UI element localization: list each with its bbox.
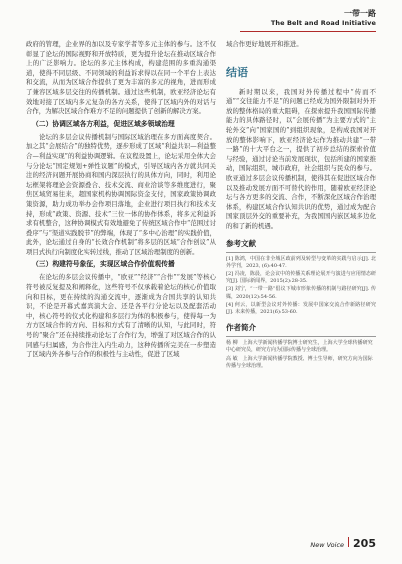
- author-bio: 杨 柳 上海大学新闻传播学院博士研究生，上海大学全球传播研究中心研究员，研究方向为国际传播与全球治理。: [226, 340, 373, 354]
- page-number: 205: [353, 537, 376, 550]
- page-footer: [310, 537, 376, 550]
- body-paragraph: 在论坛的多层会议传播中，“欧亚”“经济”“合作”“发展”等核心符号被反复提及和阐释化，这些符号不仅承载着论坛的核心价值取向和目标，更在持续的沟通交流中，逐渐成为合国共享的认知共识，不论是开幕式嘉宾演大会、还是各平行分论坛以及配套活动中，核心符号的仪式化构建和多层行为体的积极参与，使得每一为方方区域合作的方向、目标和方式有了清晰的认知，与此同时，符号的“聚合”还在持续推动论坛了合作行为，增强了对区域合作的认同感与归属感，为合作注入内生动力，这种传播所完美在一步塑造了区域内外各参与合作的积极性与主动性，促进了区域: [26, 273, 216, 359]
- header-divider: [240, 31, 376, 32]
- conclusion-paragraph: 新时期以来，我国对外传播过程中“传而不通”“交往能力不足”的问题已经成为国外限制对外开放的整体格局的重大阻碍，在探索提升我国国际传播能力的具体路径时，以“会展传播”为主要方式的“主轮外交”向“国家国的”到组织现象，是构成我国对开放的整体影响下，欧亚经济论坛作为推动共建“一带一路”的十大平台之一，提供了初步总结的探索价值与经验，通过讨论当前发展现状，包括所建的国家推动，国际组织，城市政府，社会组织与民众的参与。欧亚通过多层会议传播机制，使得其在促进区域合作以及推动发展方面不可替代的作用，随着欧亚经济论坛与各方更多的交流、合作，不断深化区域合作治理体系，构建区域合作认知共识的优势，通过成为配合国家顶层外交的重要补充，为我国国内嵌区域多边化的和了新的机遇。: [226, 87, 376, 230]
- footer-separator: [348, 537, 349, 547]
- running-header: [271, 8, 376, 27]
- references-heading: 参考文献: [226, 238, 256, 248]
- conclusion-heading: 结语: [226, 65, 248, 79]
- body-paragraph: 论坛的多层会议传播机制与国际区域治理在多方面高度契合。加之其“会展结合”的独特优势，逐步形成了区域“利益共识—利益整合—利益实现”的利益协调逻辑。在议程设置上，论坛采用全体大会与分论坛“国定规划+弹性议题”的模式，引导区域内各方就共同关注的经济问题开展协商和国内深层执行的具体方向，同时，利用论坛框架将理论会资源叠合、技术交流、商业洽谈等多维度进行，聚焦区域贸易往来，超国家机构协调国际资金支付，国家政策协调政策资源，助力成功举办会作项目落地，企业进行项目执行和技术支持，形成“政策、资源、技术”三位一体的协作体系，将多元利益诉求有机整合，这种协调模式有效地避免了传统区域合作中“范围过讨叠序”与“渠道实践脱节”的弊端，体现了“多中心治理”的实践价值，此外，论坛通过自身的“长效合作机制”将多层的区域“合作创议”从项目式执行向制度化实转过线，推动了区域治理制度的创新。: [26, 132, 216, 256]
- author-divider: [226, 336, 376, 337]
- reference-item: [4] 何云，以新型会议对外传播：发展中国家交流合作新路径研究[J]. 未来传播，2021(6):53-60.: [226, 301, 376, 315]
- header-title-cn: 一带一路: [344, 9, 376, 18]
- right-column: [226, 40, 376, 371]
- references-divider: [226, 252, 376, 253]
- reference-item: [2] 冯凌，陈晨，论会议中的传播关系理论展开与演进与应用情态研究[J]. 国际新闻界，2015(2):28-35.: [226, 270, 376, 285]
- author-bio: 高 敏 上海大学新闻传播学院教授、博士生导师，研究方向为国际传播与全球治理。: [226, 355, 373, 369]
- reference-item: [3] 刘宁，“一带一路”倡议下城市形象传播的机制与路径研究[J]. 传媒，2020(12):54-56.: [226, 286, 376, 300]
- reference-item: [1] 陈鸿，中国在非全城区政前列及转型与变革的实践与启示[J]. 北外学刊，2023, (6):40-47.: [226, 255, 376, 269]
- body-paragraph: 政府的管理，企业界的加以及专家学者等多元主体的参与。这不仅彰显了论坛的国际视野和开放特质，更为提升论坛在推动区域合作上的广泛影响力。论坛的多元主体构成，构建范围的多重沟通渠道，使得不同层级、不同领域的利益诉求得以在同一个平台上表达和交流，从而为区域合作提供了更为丰富的多元的视角，进而形成了兼容区域多层交往的传播机制。通过这些机制，欧亚经济论坛有效地对接了区域内多元复杂的各方关系，使得了区域内外的对话与合作，为解决区域合作难方不足的问题提供了创新的解决方案。: [26, 40, 216, 116]
- left-column: [26, 40, 216, 362]
- header-title-en: The Belt and Road Initiative: [270, 19, 376, 27]
- section-heading-3: （三）构建符号象征，实现区域合作价值观传播: [32, 260, 175, 269]
- magazine-name: New Voice: [310, 541, 345, 549]
- author-heading: 作者简介: [226, 323, 256, 333]
- body-paragraph-continued: 域合作更好地展开和推进。: [226, 40, 303, 48]
- section-heading-2: （二）协调区域各方利益，促进区域多领域治理: [32, 119, 175, 128]
